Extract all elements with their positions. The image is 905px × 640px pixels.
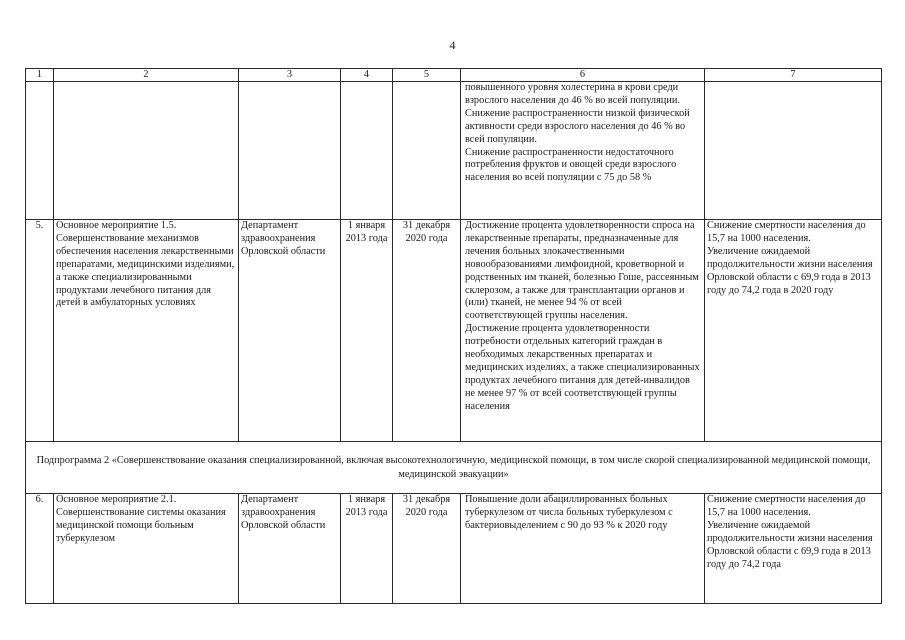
target-text: Снижение смертности населения до 15,7 на 1000 населения. bbox=[707, 494, 866, 518]
result-text: Достижение процента удовлетворенности спроса на лекарственные препараты, предназначенные для лечения больных злокачественными новообразованиями лимфоидной, кроветворной и родственных им тканей, болезнью Гоше, рассеянным склерозом, а также для трансплантации органов и (или) тканей, не менее 94 % от всей соответствующей группы населения. bbox=[465, 220, 699, 322]
header-col-4: 4 bbox=[341, 69, 393, 82]
end-date: 31 декабря 2020 года bbox=[393, 494, 461, 604]
cell-title bbox=[54, 82, 239, 220]
row-number: 5. bbox=[26, 220, 54, 442]
measure-title: Основное мероприятие 2.1. Совершенствование системы оказания медицинской помощи больным туберкулезом bbox=[54, 494, 239, 604]
executor: Департамент здравоохранения Орловской области bbox=[239, 220, 341, 442]
cell-indicators bbox=[461, 82, 705, 220]
column-number-header bbox=[26, 69, 882, 82]
target-indicators bbox=[705, 220, 882, 442]
table-row-5 bbox=[26, 220, 882, 442]
subprogram-row bbox=[26, 442, 882, 494]
page-number: 4 bbox=[449, 38, 456, 52]
header-col-5: 5 bbox=[393, 69, 461, 82]
indicator-text: Снижение распространенности недостаточного потребления фруктов и овощей среди взрослого населения во всей популяции с 75 до 58 % bbox=[465, 146, 677, 184]
result-text: Повышение доли абациллированных больных туберкулезом от числа больных туберкулезом с бактериовыделением с 90 до 93 % к 2020 году bbox=[465, 494, 673, 531]
end-date: 31 декабря 2020 года bbox=[393, 220, 461, 442]
cell-results bbox=[705, 82, 882, 220]
expected-results bbox=[461, 220, 705, 442]
cell-start bbox=[341, 82, 393, 220]
indicator-text: повышенного уровня холестерина в крови среди взрослого населения до 46 % во всей популяции. bbox=[465, 82, 680, 106]
subprogram-title: Подпрограмма 2 «Совершенствование оказания специализированной, включая высокотехнологичную, медицинской помощи, в том числе скорой специализированной медицинской помощи, медицинской эвакуации» bbox=[26, 442, 882, 494]
header-col-2: 2 bbox=[54, 69, 239, 82]
row-number: 6. bbox=[26, 494, 54, 604]
target-text: Увеличение ожидаемой продолжительности жизни населения Орловской области с 69,9 года в 2013 году до 74,2 года bbox=[707, 519, 873, 570]
cell-num bbox=[26, 82, 54, 220]
cell-end bbox=[393, 82, 461, 220]
header-col-7: 7 bbox=[705, 69, 882, 82]
target-indicators bbox=[705, 494, 882, 604]
start-date: 1 января 2013 года bbox=[341, 220, 393, 442]
program-table bbox=[25, 68, 882, 604]
executor: Департамент здравоохранения Орловской области bbox=[239, 494, 341, 604]
target-text: Снижение смертности населения до 15,7 на 1000 населения. bbox=[707, 220, 866, 244]
header-col-3: 3 bbox=[239, 69, 341, 82]
indicator-text: Снижение распространенности низкой физической активности среди взрослого населения до 46 % во всей популяции. bbox=[465, 107, 690, 145]
header-col-1: 1 bbox=[26, 69, 54, 82]
result-text: Достижение процента удовлетворенности потребности отдельных категорий граждан в необходимых лекарственных препаратах и медицинских изделиях, а также специализированных продуктах лечебного питания для детей-инвалидов не менее 97 % от всей соответствующей группы населения bbox=[465, 323, 700, 412]
target-text: Увеличение ожидаемой продолжительности жизни населения Орловской области с 69,9 года в 2013 году до 74,2 года в 2020 году bbox=[707, 245, 873, 296]
expected-results bbox=[461, 494, 705, 604]
table-row-6 bbox=[26, 494, 882, 604]
start-date: 1 января 2013 года bbox=[341, 494, 393, 604]
header-col-6: 6 bbox=[461, 69, 705, 82]
cell-executor bbox=[239, 82, 341, 220]
table-row-continuation bbox=[26, 82, 882, 220]
measure-title: Основное мероприятие 1.5. Совершенствование механизмов обеспечения населения лекарственными препаратами, медицинскими изделиями, а также специализированными продуктами лечебного питания для детей в амбулаторных условиях bbox=[54, 220, 239, 442]
